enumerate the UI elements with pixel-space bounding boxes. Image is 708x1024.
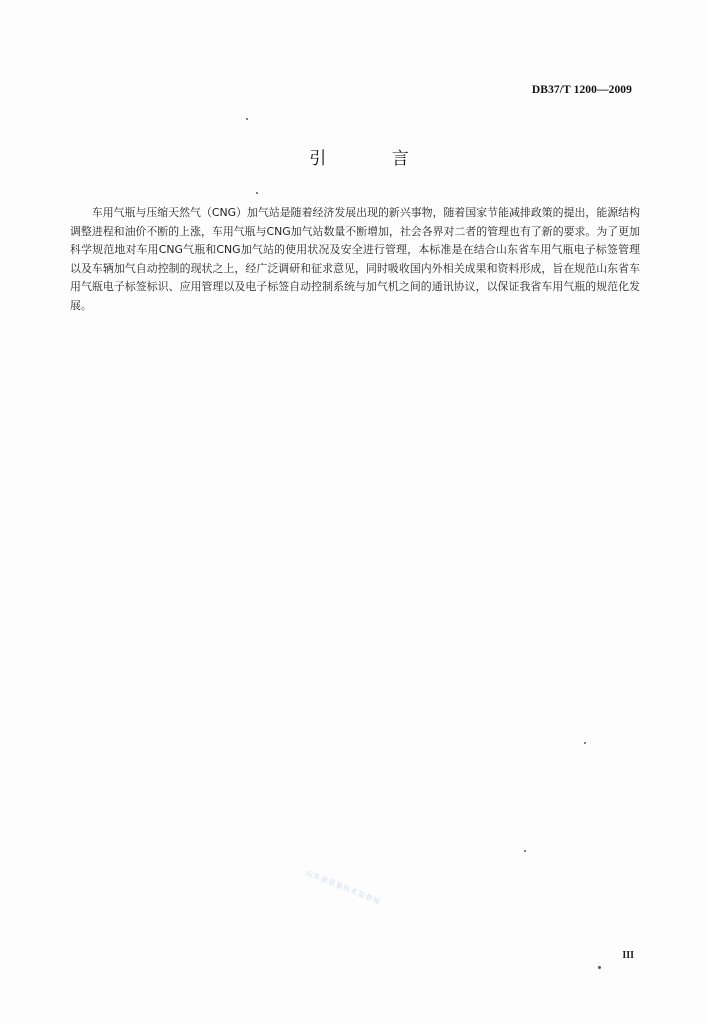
- watermark-stamp: 山东省质量技术监督局: [304, 868, 382, 907]
- scan-speck: [584, 742, 586, 744]
- scan-speck: [598, 966, 601, 969]
- document-code: DB37/T 1200—2009: [531, 84, 632, 96]
- scan-speck: [256, 192, 258, 194]
- scan-speck: [524, 850, 526, 852]
- page-number: III: [622, 950, 634, 961]
- introduction-body: [70, 204, 640, 316]
- scan-speck: [246, 118, 248, 120]
- section-title: 引 言: [309, 149, 439, 169]
- introduction-paragraph: 车用气瓶与压缩天然气（CNG）加气站是随着经济发展出现的新兴事物，随着国家节能减排政策的提出，能源结构调整进程和油价不断的上涨，车用气瓶与CNG加气站数量不断增加，社会各界对二者的管理也有了新的要求。为了更加科学规范地对车用CNG气瓶和CNG加气站的使用状况及安全进行管理，本标准是在结合山东省车用气瓶电子标签管理以及车辆加气自动控制的现状之上，经广泛调研和征求意见，同时吸收国内外相关成果和资料形成，旨在规范山东省车用气瓶电子标签标识、应用管理以及电子标签自动控制系统与加气机之间的通讯协议，以保证我省车用气瓶的规范化发展。: [70, 206, 640, 312]
